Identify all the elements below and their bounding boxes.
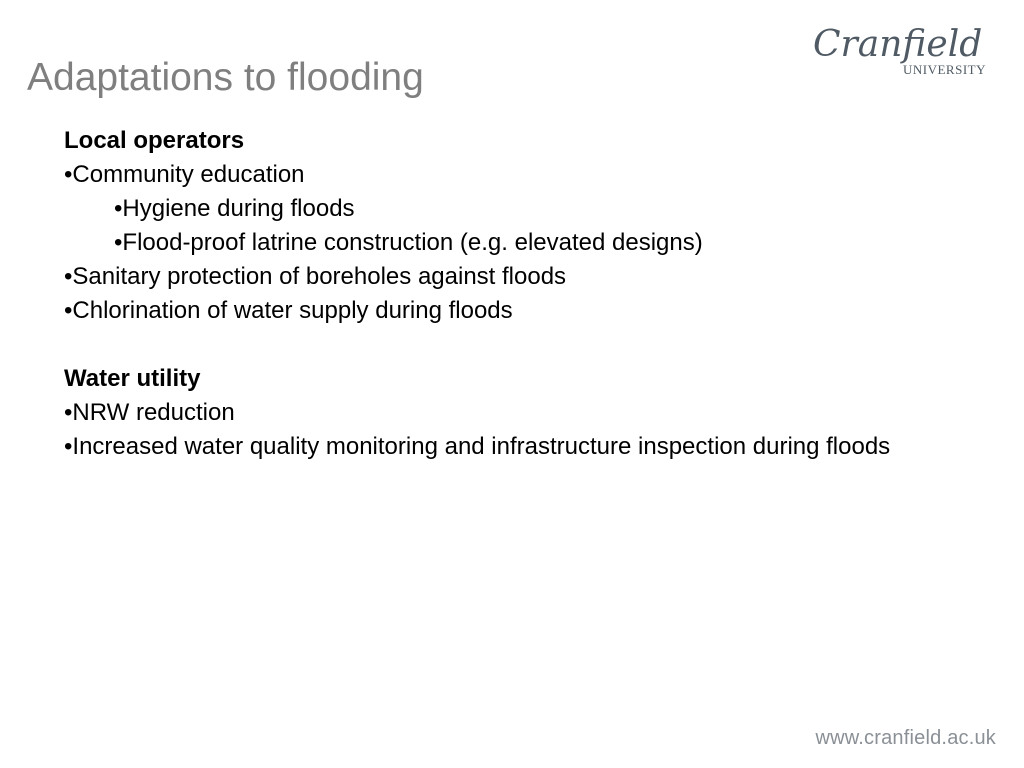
slide-title: Adaptations to flooding [27, 56, 424, 99]
section-heading-local-operators: Local operators [64, 127, 245, 154]
slide-body [64, 124, 984, 464]
footer-url: www.cranfield.ac.uk [815, 727, 996, 749]
section-heading-water-utility: Water utility [64, 365, 201, 392]
bullet-nrw-reduction: •NRW reduction [64, 399, 235, 426]
bullet-chlorination: •Chlorination of water supply during floods [64, 297, 513, 324]
bullet-community-education: •Community education [64, 161, 305, 188]
bullet-flood-proof-latrine: •Flood-proof latrine construction (e.g. elevated designs) [114, 229, 703, 256]
bullet-increased-monitoring: •Increased water quality monitoring and infrastructure inspection during floods [64, 433, 891, 460]
bullet-hygiene-during-floods: •Hygiene during floods [114, 195, 355, 222]
logo-subtitle: UNIVERSITY [903, 62, 986, 77]
section-spacer [64, 328, 984, 362]
logo-wordmark: Cranfield [813, 24, 983, 65]
bullet-sanitary-protection: •Sanitary protection of boreholes against floods [64, 263, 567, 290]
cranfield-logo [813, 24, 998, 80]
